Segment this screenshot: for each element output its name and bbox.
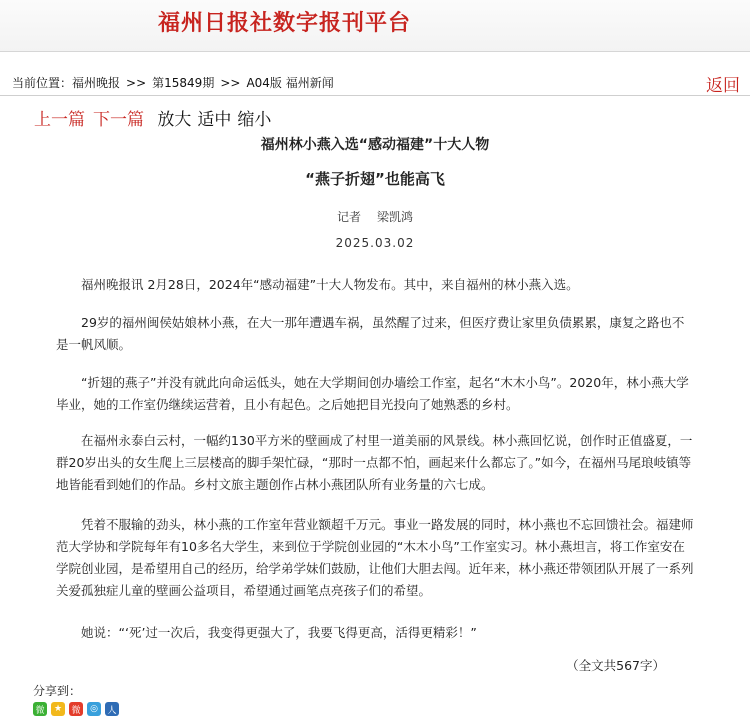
renren-icon[interactable]: 人 — [105, 702, 119, 716]
breadcrumb-item-page[interactable]: A04版 福州新闻 — [246, 76, 334, 90]
byline-role: 记者 — [336, 210, 361, 224]
article-paragraph — [56, 622, 696, 644]
zoom-out-button[interactable]: 缩小 — [237, 110, 272, 130]
share-icons — [33, 702, 119, 716]
paragraph-text: 29岁的福州闽侯姑娘林小燕，在大一那年遭遇车祸，虽然醒了过来，但医疗费让家里负债累累，康复之路也不是一帆风顺。 — [56, 315, 685, 352]
breadcrumb-bar — [0, 70, 750, 96]
zoom-in-button[interactable]: 放大 — [157, 110, 192, 130]
word-count: （全文共567字） — [566, 658, 665, 673]
site-banner — [0, 0, 750, 52]
paragraph-text: 她说：“‘死’过一次后，我变得更强大了，我要飞得更高，活得更精彩！” — [81, 625, 477, 640]
article-date: 2025.03.02 — [335, 236, 415, 250]
breadcrumb-label: 当前位置： — [12, 76, 73, 90]
article-paragraph — [56, 372, 696, 416]
byline — [0, 208, 750, 225]
byline-author: 梁凯鸿 — [377, 210, 414, 224]
article-paragraph — [56, 430, 696, 496]
paragraph-text: “折翅的燕子”并没有就此向命运低头，她在大学期间创办墙绘工作室，起名“木木小鸟”。2020年，林小燕大学毕业，她的工作室仍继续运营着，且小有起色。之后她把目光投向了她熟悉的乡村。 — [56, 375, 689, 412]
paragraph-text: 凭着不服输的劲头，林小燕的工作室年营业额超千万元。事业一路发展的同时，林小燕也不忘回馈社会。福建师范大学协和学院每年有10多名大学生，来到位于学院创业园的“木木小鸟”工作室实习。林小燕坦言，将工作室安在学院创业园，是希望用自己的经历，给学弟学妹们鼓励，让他们大胆去闯。近年来，林小燕还带领团队开展了一系列关爱孤独症儿童的壁画公益项目，希望通过画笔点亮孩子们的希望。 — [56, 517, 694, 598]
prev-article-link[interactable]: 上一篇 — [34, 110, 85, 130]
tencent-weibo-icon[interactable]: ◎ — [87, 702, 101, 716]
paragraph-text: 福州晚报讯 2月28日，2024年“感动福建”十大人物发布。其中，来自福州的林小燕入选。 — [81, 277, 579, 292]
article-subheading: 福州林小燕入选“感动福建”十大人物 — [260, 137, 490, 153]
weibo-icon[interactable]: 微 — [69, 702, 83, 716]
share-label: 分享到： — [33, 684, 82, 698]
breadcrumb — [12, 74, 334, 91]
site-title: 福州日报社数字报刊平台 — [158, 11, 412, 36]
breadcrumb-separator: >> — [126, 76, 147, 90]
share-bar — [33, 682, 119, 716]
back-link[interactable]: 返回 — [706, 76, 740, 96]
article-paragraph — [56, 514, 696, 602]
qzone-icon[interactable]: ★ — [51, 702, 65, 716]
paragraph-text: 在福州永泰白云村，一幅约130平方米的壁画成了村里一道美丽的风景线。林小燕回忆说，创作时正值盛夏，一群20岁出头的女生爬上三层楼高的脚手架忙碌，“那时一点都不怕，画起来什么都忘了。”如今，在福州马尾琅岐镇等地皆能看到她们的作品。乡村文旅主题创作占林小燕团队所有业务量的六七成。 — [56, 433, 693, 492]
article-title: “燕子折翅”也能高飞 — [305, 170, 445, 188]
zoom-fit-button[interactable]: 适中 — [197, 110, 232, 130]
breadcrumb-separator: >> — [220, 76, 241, 90]
next-article-link[interactable]: 下一篇 — [93, 110, 144, 130]
wechat-icon[interactable]: 微 — [33, 702, 47, 716]
article-toolbar — [34, 105, 277, 130]
breadcrumb-item-paper[interactable]: 福州晚报 — [72, 76, 121, 90]
breadcrumb-item-issue[interactable]: 第15849期 — [152, 76, 215, 90]
article-paragraph — [56, 312, 696, 356]
article-paragraph — [56, 274, 696, 296]
